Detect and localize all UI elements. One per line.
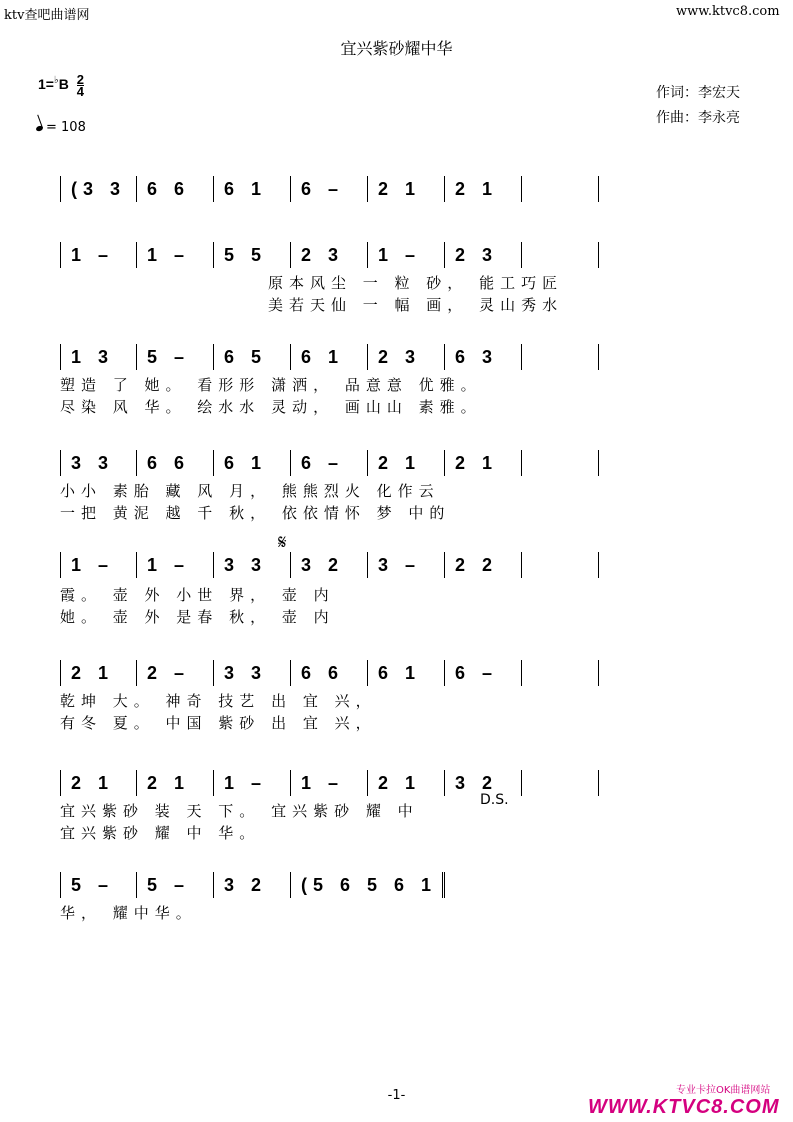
lyric-line-1: 华， 耀中华。 — [60, 904, 197, 922]
lyric-line-1: 塑造 了 她。 看形形 潇洒， 品意意 优雅。 — [60, 376, 482, 394]
measure: 2 3 — [445, 242, 522, 268]
lyric-line-1: 原本风尘 一 粒 砂， 能工巧匠 — [268, 274, 564, 292]
score-row-4 — [60, 450, 750, 522]
score-row-3 — [60, 344, 750, 416]
measure — [522, 770, 599, 796]
measure — [522, 242, 599, 268]
measure: 6 1 — [291, 344, 368, 370]
key-label: 1= — [38, 76, 54, 93]
measure: 2 1 — [445, 176, 522, 202]
lyric-line-2: 她。 壶 外 是春 秋， 壶 内 — [60, 608, 335, 626]
lyric-line-2: 有冬 夏。 中国 紫砂 出 宜 兴， — [60, 714, 377, 732]
page-number: -1- — [387, 1088, 406, 1103]
measure: 5 – — [137, 344, 214, 370]
measure — [522, 552, 599, 578]
measure: 6 5 — [214, 344, 291, 370]
measure: 3 2 — [291, 552, 368, 578]
measure: 2 1 — [445, 450, 522, 476]
measure: 1 – — [368, 242, 445, 268]
lyric-line-2: 美若天仙 一 幅 画， 灵山秀水 — [268, 296, 564, 314]
time-top: 2 — [76, 72, 84, 87]
measure: 6 1 — [214, 176, 291, 202]
measure: 5 – — [60, 872, 137, 898]
measure: 3 3 — [214, 660, 291, 686]
measure: 6 3 — [445, 344, 522, 370]
logo-tagline: 专业卡拉OK曲谱网站 — [676, 1085, 771, 1096]
flat-icon: ♭ — [53, 75, 59, 87]
measure: 6 6 — [137, 450, 214, 476]
composer-credit: 作曲：李永亮 — [656, 110, 740, 126]
measure: 1 – — [137, 552, 214, 578]
tempo-mark — [36, 120, 86, 135]
measure: 5 – — [137, 872, 214, 898]
key-signature — [38, 74, 84, 97]
measure — [522, 450, 599, 476]
score-row-2 — [60, 242, 750, 314]
site-url-right[interactable]: www.ktvc8.com — [676, 4, 780, 19]
lyricist-credit: 作词：李宏天 — [656, 85, 740, 101]
measure: 2 2 — [445, 552, 522, 578]
measure: 2 1 — [368, 176, 445, 202]
measure: 3 3 — [60, 450, 137, 476]
measure: 6 1 — [214, 450, 291, 476]
measure: (3 3 — [60, 176, 137, 202]
lyric-line-1: 乾坤 大。 神奇 技艺 出 宜 兴， — [60, 692, 377, 710]
time-bottom: 4 — [76, 84, 84, 99]
measure: 1 – — [60, 242, 137, 268]
measure: 2 1 — [60, 660, 137, 686]
measure: 1 3 — [60, 344, 137, 370]
measure: 6 6 — [291, 660, 368, 686]
key-note: B — [58, 76, 69, 93]
tempo-value: = 108 — [46, 120, 86, 135]
measure: 2 1 — [368, 450, 445, 476]
measure: 1 – — [214, 770, 291, 796]
lyric-line-1: 小小 素胎 藏 风 月， 熊熊烈火 化作云 — [60, 482, 440, 500]
lyric-line-1: 霞。 壶 外 小世 界， 壶 内 — [60, 586, 335, 604]
measure: 6 – — [291, 176, 368, 202]
lyric-line-2: 尽染 风 华。 绘水水 灵动， 画山山 素雅。 — [60, 398, 482, 416]
site-name-left: ktv查吧曲谱网 — [4, 8, 90, 23]
measure: 2 1 — [368, 770, 445, 796]
site-logo[interactable]: WWW.KTVC8.COM — [588, 1096, 780, 1118]
time-signature — [77, 74, 84, 97]
measure: 6 6 — [137, 176, 214, 202]
measure: 1 – — [60, 552, 137, 578]
ds-mark: D.S. — [480, 792, 509, 808]
measure: 2 1 — [137, 770, 214, 796]
measure: 5 5 — [214, 242, 291, 268]
measure: 3 2 — [445, 770, 522, 796]
lyric-line-2: 宜兴紫砂 耀 中 华。 — [60, 824, 261, 842]
score-row-5 — [60, 530, 750, 626]
lyric-line-2: 一把 黄泥 越 千 秋， 依依情怀 梦 中的 — [60, 504, 451, 522]
measure: 3 – — [368, 552, 445, 578]
song-title: 宜兴紫砂耀中华 — [340, 39, 453, 58]
measure: 2 – — [137, 660, 214, 686]
segno-icon: 𝄋 — [278, 530, 287, 554]
score-row-8 — [60, 872, 750, 922]
measure: 2 1 — [60, 770, 137, 796]
score-row-7 — [60, 770, 750, 842]
score-row-6 — [60, 660, 750, 732]
measure: 6 – — [445, 660, 522, 686]
measure — [522, 660, 599, 686]
measure — [522, 344, 599, 370]
measure: 3 2 — [214, 872, 291, 898]
measure: 1 – — [291, 770, 368, 796]
measure — [522, 176, 599, 202]
measure: 6 1 — [368, 660, 445, 686]
measure: 3 3 — [214, 552, 291, 578]
score-row-1 — [60, 176, 750, 206]
lyric-line-1: 宜兴紫砂 装 天 下。 宜兴紫砂 耀 中 — [60, 802, 419, 820]
measure: 1 – — [137, 242, 214, 268]
measure: 2 3 — [368, 344, 445, 370]
measure-final: (5 6 5 6 1 — [291, 872, 445, 898]
measure: 2 3 — [291, 242, 368, 268]
measure: 6 – — [291, 450, 368, 476]
quarter-note-icon — [35, 125, 43, 132]
